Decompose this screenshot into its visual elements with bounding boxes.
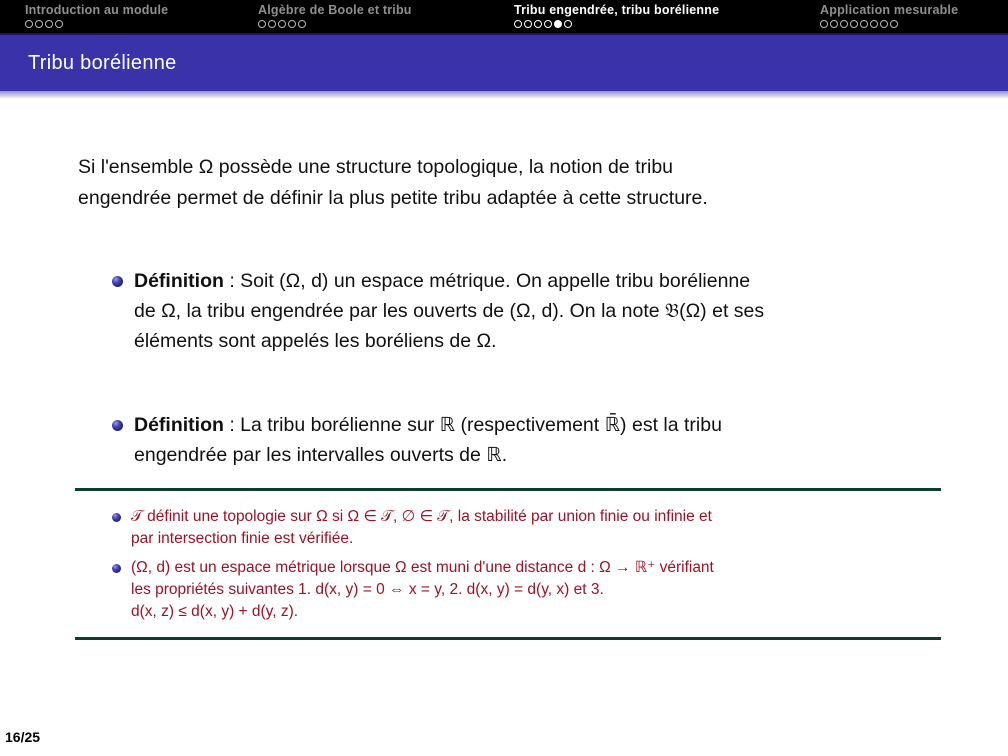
definition-line	[134, 410, 722, 440]
footnote-text	[131, 557, 714, 623]
nav-dot[interactable]	[840, 20, 848, 28]
definition-line-rest: : Soit (Ω, d) un espace métrique. On appelle tribu borélienne	[223, 270, 751, 292]
definition-text	[134, 266, 764, 356]
nav-dot[interactable]	[890, 20, 898, 28]
nav-dot[interactable]	[880, 20, 888, 28]
definition-item-borelienne-metrique	[112, 266, 764, 356]
nav-dot[interactable]	[850, 20, 858, 28]
intro-line: engendrée permet de définir la plus petite tribu adaptée à cette structure.	[78, 187, 708, 209]
footnote-bottom-rule	[75, 637, 941, 640]
footnote-line: par intersection finie est vérifiée.	[131, 530, 354, 547]
ball-bullet-icon	[112, 564, 121, 573]
nav-dot[interactable]	[268, 20, 276, 28]
frame-title-bar	[0, 33, 1008, 91]
ball-bullet-icon	[112, 276, 123, 287]
nav-dot[interactable]	[544, 20, 552, 28]
footnote-items	[75, 491, 941, 637]
frame-title: Tribu borélienne	[28, 51, 177, 74]
nav-section-dots[interactable]	[820, 20, 958, 28]
nav-dot[interactable]	[514, 20, 522, 28]
page-number: 16/25	[5, 729, 41, 745]
nav-section-dots[interactable]	[514, 20, 719, 28]
nav-section-dots[interactable]	[258, 20, 412, 28]
nav-dot[interactable]	[298, 20, 306, 28]
ball-bullet-icon	[112, 513, 121, 522]
title-bar-shadow	[0, 91, 1008, 99]
nav-dot-current[interactable]	[554, 20, 562, 28]
intro-line: Si l'ensemble Ω possède une structure topologique, la notion de tribu	[78, 156, 674, 178]
nav-dot[interactable]	[55, 20, 63, 28]
header-navigation-bar	[0, 0, 1008, 33]
nav-section-label: Tribu engendrée, tribu borélienne	[514, 3, 720, 17]
definition-term: Définition	[134, 414, 224, 436]
footnote-text	[131, 506, 712, 550]
definition-item-borelienne-reels	[112, 410, 722, 470]
nav-dot[interactable]	[564, 20, 572, 28]
nav-dot[interactable]	[534, 20, 542, 28]
nav-section-dots[interactable]	[25, 20, 168, 28]
ball-bullet-icon	[112, 420, 123, 431]
nav-section-label: Introduction au module	[25, 3, 169, 17]
footnote-line: 𝒯 définit une topologie sur Ω si Ω ∈ 𝒯, ∅ ∈ 𝒯, la stabilité par union finie ou infinie et	[131, 508, 712, 525]
nav-dot[interactable]	[45, 20, 53, 28]
definition-line: engendrée par les intervalles ouverts de ℝ.	[134, 444, 508, 466]
footnote-item-espace-metrique	[112, 557, 941, 623]
nav-section-label: Application mesurable	[820, 3, 959, 17]
nav-dot[interactable]	[278, 20, 286, 28]
definition-line: de Ω, la tribu engendrée par les ouverts de (Ω, d). On la note 𝔅(Ω) et ses	[134, 300, 765, 322]
definition-term: Définition	[134, 270, 224, 292]
nav-section-label: Algèbre de Boole et tribu	[258, 3, 412, 17]
nav-section-introduction-au-module[interactable]	[25, 3, 168, 28]
nav-dot[interactable]	[820, 20, 828, 28]
nav-dot[interactable]	[860, 20, 868, 28]
footnote-line: (Ω, d) est un espace métrique lorsque Ω est muni d'une distance d : Ω → ℝ⁺ vérifiant	[131, 559, 714, 576]
footnote-line: d(x, z) ≤ d(x, y) + d(y, z).	[131, 603, 299, 620]
intro-paragraph	[78, 152, 708, 214]
nav-section-application-mesurable[interactable]	[820, 3, 958, 28]
nav-dot[interactable]	[830, 20, 838, 28]
nav-dot[interactable]	[288, 20, 296, 28]
definition-line	[134, 266, 764, 296]
definition-text	[134, 410, 722, 470]
definition-line-rest: : La tribu borélienne sur ℝ (respectivement ℝ̄) est la tribu	[223, 414, 722, 436]
footnote-block	[75, 488, 941, 640]
nav-dot[interactable]	[258, 20, 266, 28]
footnote-item-topologie	[112, 506, 941, 550]
nav-dot[interactable]	[524, 20, 532, 28]
nav-dot[interactable]	[870, 20, 878, 28]
nav-dot[interactable]	[25, 20, 33, 28]
footnote-line: les propriétés suivantes 1. d(x, y) = 0 ⇔ x = y, 2. d(x, y) = d(y, x) et 3.	[131, 581, 604, 598]
nav-section-tribu-engendree-active[interactable]	[514, 3, 719, 28]
definition-line: éléments sont appelés les boréliens de Ω.	[134, 330, 497, 352]
nav-section-algebre-de-boole[interactable]	[258, 3, 412, 28]
nav-dot[interactable]	[35, 20, 43, 28]
